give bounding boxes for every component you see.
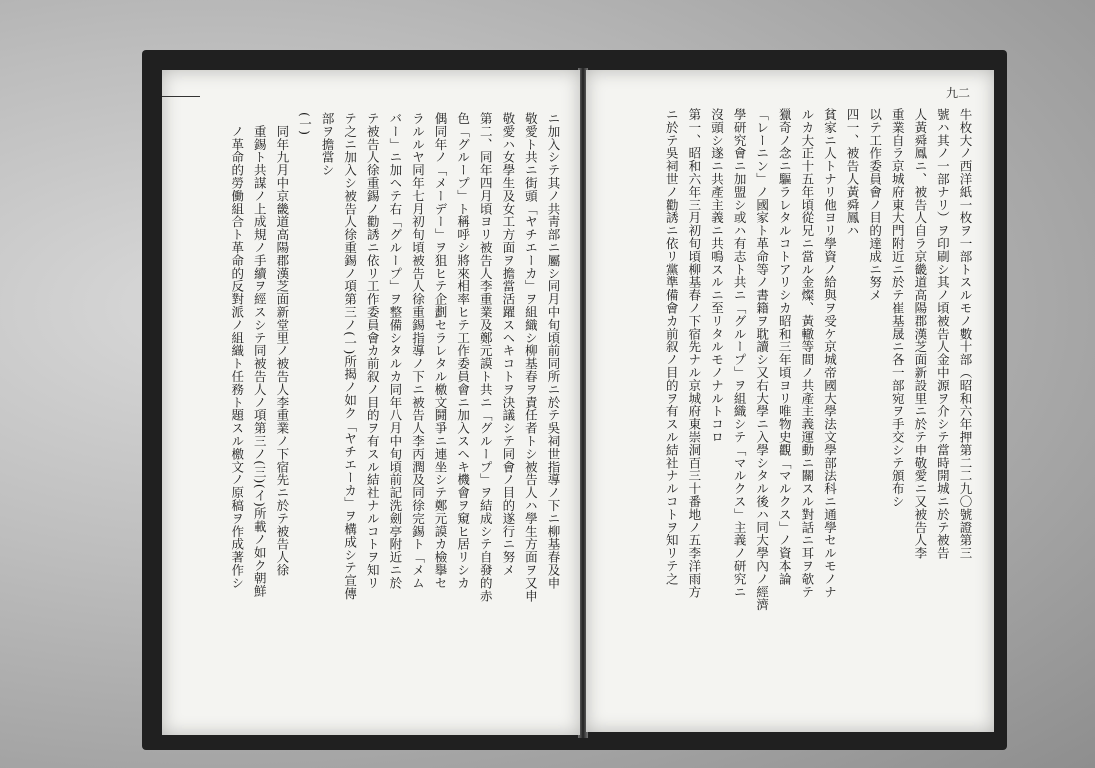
text-line: ラルルヤ同年七月初旬頃被告人徐重錫指導ノ下ニ被告人李丙潤及同徐完錫ト「メム <box>410 112 426 590</box>
text-line: 偶同年ノ「メーデー」ヲ狙ヒテ企劃セラレタル檄文鬪爭ニ連坐シテ鄭元謨カ檢擧セ <box>433 112 449 590</box>
text-line: バー」ニ加ヘテ右「グループ」ヲ整備シタルカ同年八月中旬頃前記洗劍亭附近ニ於 <box>387 112 403 590</box>
text-line: ニ於テ吳祠世ノ勸誘ニ依リ黨準備會カ前叙ノ目的ヲ有スル結社ナルコトヲ知リテ之 <box>664 108 680 586</box>
margin-rule <box>162 96 200 97</box>
text-line: 重錫ト共謀ノ上成規ノ手續ヲ經スシテ同被告人ノ項第三ノ(三)(イ)所載ノ如ク朝鮮 <box>252 112 268 598</box>
text-line: 以テ工作委員會ノ目的達成ニ努メ <box>867 108 883 302</box>
text-line: 第二、同年四月頃ヨリ被告人李重業及鄭元謨ト共ニ「グループ」ヲ結成シテ自發的赤 <box>478 112 494 603</box>
text-line: 沒頭シ遂ニ共產主義ニ共鳴スルニ至リタルモノナルトコロ <box>709 108 725 444</box>
page-number: 九二 <box>946 86 971 100</box>
text-line: 色「グループ」ト稱呼シ將來相率ヒテ工作委員會ニ加入スヘキ機會ヲ窺ヒ居リシカ <box>455 112 471 590</box>
text-line: 同年九月中京畿道高陽郡漢芝面新堂里ノ被告人李重業ノ下宿先ニ於テ被告人徐 <box>274 112 290 577</box>
text-line: ニ加入シテ其ノ共靑部ニ屬シ同月中旬頃前同所ニ於テ吳祠世指導ノ下ニ柳基春及申 <box>546 112 561 590</box>
text-line: 第一、昭和六年三月初旬頃柳基春ノ下宿先ナル京城府東崇洞百三十番地ノ五李洋雨方 <box>686 108 702 599</box>
right-page-text <box>660 108 976 718</box>
text-line: 牛枚大ノ西洋紙一枚ヲ一部トスルモノ數十部（昭和六年押第二二九〇號證第三 <box>958 108 973 560</box>
text-line: 學研究會ニ加盟シ或ハ有志ト共ニ「グループ」ヲ組織シテ「マルクス」主義ノ研究ニ <box>732 108 748 599</box>
text-line: 部ヲ擔當シ <box>320 112 336 177</box>
text-line: テ之ニ加入シ被告人徐重錫ノ項第三ノ(一)所揭ノ如ク「ヤチエーカ」ヲ構成シテ宣傳 <box>342 112 358 600</box>
text-line: 敬愛ハ女學生及女工方面ヲ擔當活躍スヘキコトヲ決議シテ同會ノ目的遂行ニ努メ <box>500 112 516 577</box>
text-line: 號ハ其ノ一部ナリ）ヲ印刷シ其ノ頃被告人金中源ヲ介シテ當時開城ニ於テ被告 <box>935 108 951 560</box>
text-line: テ被告人徐重錫ノ勸誘ニ依リ工作委員會カ前叙ノ目的ヲ有スル結社ナルコトヲ知リ <box>365 112 381 590</box>
text-line: 人黃舜鳳ニ、被告人自ラ京畿道高陽郡漢芝面新設里ニ於テ申敬愛ニ又被告人李 <box>912 108 928 560</box>
text-line: (一) <box>297 112 313 136</box>
text-line: 獵奇ノ念ニ驅ラレタルコトアリシカ昭和三年頃ヨリ唯物史觀「マルクス」ノ資本論 <box>777 108 793 586</box>
text-line: 四一、被告人黃舜鳳ハ <box>845 108 861 237</box>
text-line: 敬愛ト共ニ街頭「ヤチエーカ」ヲ組織シ柳基春ヲ責任者トシ被告人ハ學生方面ヲ又申 <box>523 112 539 603</box>
text-line: ルカ大正十五年頃從兄ニ當ル金燦、黃轍等間ノ共產主義運動ニ關スル對話ニ耳ヲ欹テ <box>799 108 815 599</box>
text-line: 「レーニン」ノ國家ト革命等ノ書籍ヲ耽讀シ又右大學ニ入學シタル後ハ同大學內ノ經濟 <box>754 108 770 612</box>
right-page <box>586 70 994 732</box>
left-page <box>162 70 580 735</box>
text-line: ノ革命的勞働組合ト革命的反對派ノ組織ト任務ト題スル檄文ノ原稿ヲ作成著作シ <box>229 112 245 590</box>
text-line: 貧家ニ人トナリ他ヨリ學資ノ給與ヲ受ケ京城帝國大學法文學部法科ニ通學セルモノナ <box>822 108 838 599</box>
left-page-text <box>225 112 564 722</box>
text-line: 重業自ラ京城府東大門附近ニ於テ崔基晟ニ各一部宛ヲ手交シテ頒布シ <box>890 108 906 508</box>
